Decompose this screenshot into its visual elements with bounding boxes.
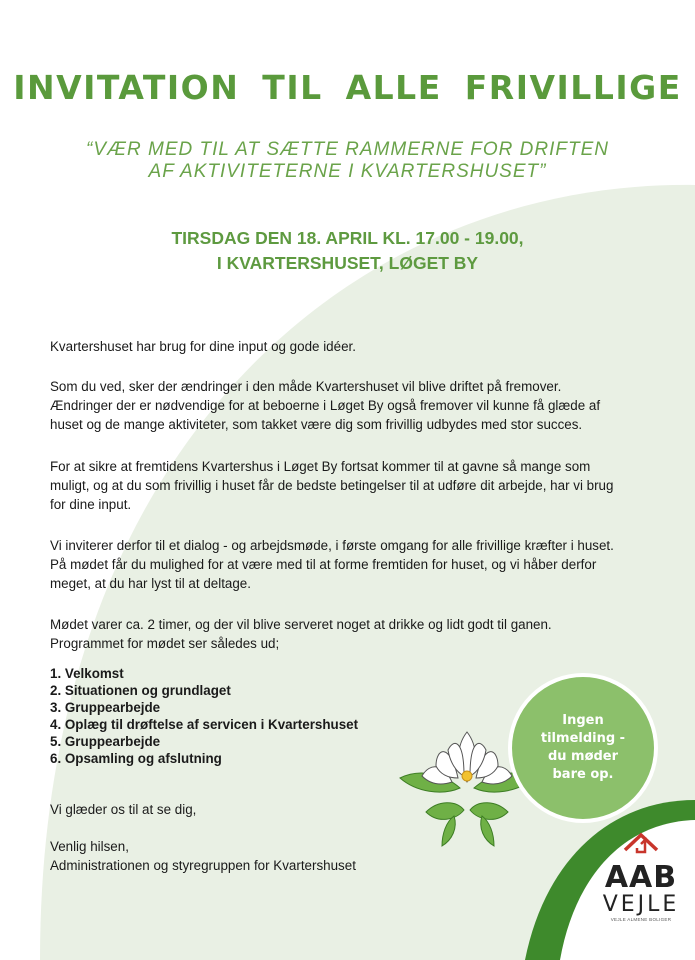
purpose-paragraph — [50, 457, 613, 514]
agenda-item: 1. Velkomst — [50, 666, 124, 681]
paragraph-line: meget, at du har lyst til at deltage. — [50, 576, 251, 591]
agenda-item: 3. Gruppearbejde — [50, 700, 161, 715]
event-details — [0, 226, 695, 276]
intro-paragraph: Kvartershuset har brug for dine input og gode idéer. — [50, 339, 356, 354]
event-date-line: TIRSDAG DEN 18. APRIL KL. 17.00 - 19.00, — [171, 228, 524, 248]
signature — [50, 837, 356, 875]
subtitle-line: AF AKTIVITETERNE I KVARTERSHUSET” — [148, 161, 547, 182]
paragraph-line: for dine input. — [50, 497, 132, 512]
agenda-item: 6. Opsamling og afslutning — [50, 751, 222, 766]
subtitle-line: “VÆR MED TIL AT SÆTTE RAMMERNE FOR DRIFTEN — [86, 139, 609, 160]
paragraph-line: For at sikre at fremtidens Kvartershus i Løget By fortsat kommer til at gavne så mange som — [50, 459, 591, 474]
agenda-item: 2. Situationen og grundlaget — [50, 683, 231, 698]
signature-sender: Administrationen og styregruppen for Kvartershuset — [50, 858, 356, 873]
meeting-paragraph — [50, 615, 552, 653]
event-location-line: I KVARTERSHUSET, LØGET BY — [216, 253, 479, 273]
paragraph-line: Ændringer der er nødvendige for at beboerne i Løget By også fremover vil kunne få glæde af — [50, 398, 601, 413]
agenda-item: 5. Gruppearbejde — [50, 734, 161, 749]
aab-vejle-logo — [600, 830, 682, 922]
invitation-title: INVITATION TIL ALLE FRIVILLIGE — [13, 68, 682, 107]
paragraph-line: huset og de mange aktiviteter, som takket være dig som frivillig udbydes med stor succes. — [50, 417, 583, 432]
agenda-item: 4. Oplæg til drøftelse af servicen i Kvartershuset — [50, 717, 359, 732]
agenda-list — [50, 665, 358, 767]
paragraph-line: Som du ved, sker der ændringer i den måde Kvartershuset vil blive driftet på fremover. — [50, 379, 562, 394]
paragraph-line: På mødet får du mulighed for at være med til at forme fremtiden for huset, og vi håber derfor — [50, 557, 597, 572]
paragraph-line: Mødet varer ca. 2 timer, og der vil blive serveret noget at drikke og lidt godt til ganen. — [50, 617, 552, 632]
signature-greeting: Venlig hilsen, — [50, 839, 129, 854]
logo-aab-text: AAB — [604, 860, 678, 895]
no-registration-badge — [508, 673, 658, 823]
paragraph-line: Vi inviterer derfor til et dialog - og arbejdsmøde, i første omgang for alle frivillige kræfter i huset. — [50, 538, 614, 553]
changes-paragraph — [50, 377, 600, 434]
paragraph-line: muligt, og at du som frivillig i huset får de bedste betingelser til at udføre dit arbejde, har vi brug — [50, 478, 614, 493]
subtitle-quote — [0, 139, 695, 183]
closing-paragraph: Vi glæder os til at se dig, — [50, 802, 197, 817]
paragraph-line: Programmet for mødet ser således ud; — [50, 636, 280, 651]
house-roof-icon — [621, 830, 661, 856]
logo-vejle-text: VEJLE — [602, 892, 680, 917]
logo-tagline: VEJLE ALMENE BOLIGER — [610, 917, 672, 922]
badge-text: Ingen tilmelding - du møder bare op. — [540, 713, 626, 782]
invitation-paragraph — [50, 536, 614, 593]
